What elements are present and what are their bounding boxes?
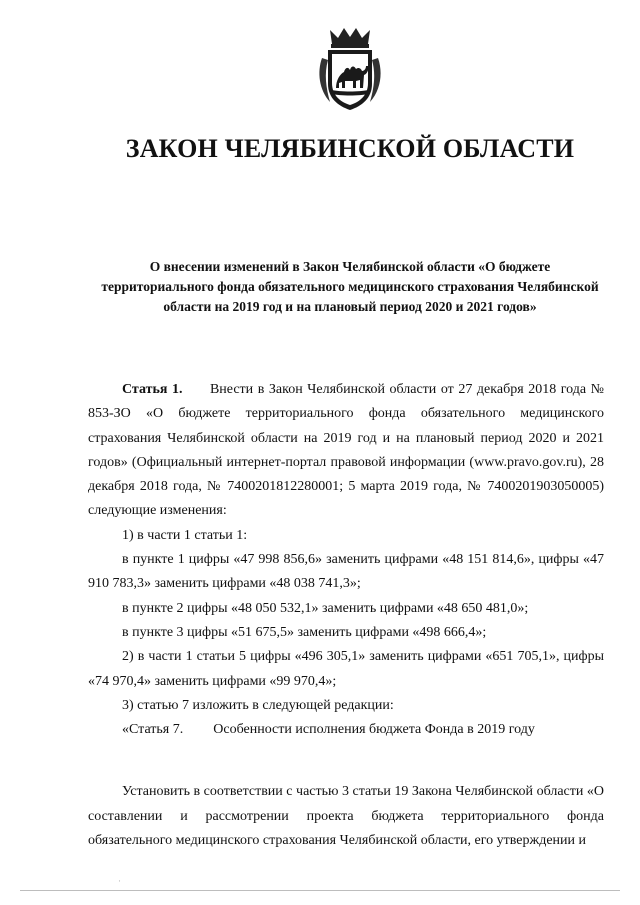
article-7-label: «Статья 7. xyxy=(122,722,184,738)
law-subtitle xyxy=(80,257,620,317)
paragraph-gap xyxy=(88,742,604,780)
article-7-heading-line xyxy=(88,718,604,742)
chelyabinsk-coat-of-arms-icon xyxy=(316,28,384,112)
amendment-item: 1) в части 1 статьи 1: xyxy=(122,527,248,543)
subtitle-line: области на 2019 год и на плановый период 2020 и 2021 годов» xyxy=(163,299,537,314)
amendment-item: в пункте 2 цифры «48 050 532,1» заменить цифрами «48 650 481,0»; xyxy=(122,600,529,616)
amendment-item: в пункте 3 цифры «51 675,5» заменить цифрами «498 666,4»; xyxy=(122,624,487,640)
article-7-heading: Особенности исполнения бюджета Фонда в 2019 году xyxy=(213,722,535,738)
law-title: ЗАКОН ЧЕЛЯБИНСКОЙ ОБЛАСТИ xyxy=(125,134,575,163)
amendment-item: в пункте 1 цифры «47 998 856,6» заменить цифрами «48 151 814,6», цифры «47 910 783,3» заменить цифрами «48 038 741,3»; xyxy=(88,552,604,592)
law-body xyxy=(88,378,604,853)
amendment-item: 3) статью 7 изложить в следующей редакции: xyxy=(122,697,394,713)
article-1-text: Внести в Закон Челябинской области от 27 декабря 2018 года № 853-ЗО «О бюджете территориального фонда обязательного медицинского страхования Челябинской области на 2019 год и на плановый период 2020 и 2021 годов» (Официальный интернет-портал правовой информации (www.pravo.gov.ru), 28 декабря 2018 года, № 7400201812280001; 5 марта 2019 года, № 7400201903050005) следующие изменения: xyxy=(88,382,605,519)
article-1-paragraph xyxy=(88,378,604,524)
subtitle-line: О внесении изменений в Закон Челябинской области «О бюджете xyxy=(149,259,551,274)
subtitle-line: территориального фонда обязательного медицинского страхования Челябинской xyxy=(101,279,599,294)
article-1-label: Статья 1. xyxy=(122,382,183,397)
scan-mark: · xyxy=(118,876,121,886)
closing-paragraph: Установить в соответствии с частью 3 статьи 19 Закона Челябинской области «О составлении и рассмотрении проекта бюджета территориального фонда обязательного медицинского страхования Челябинской области, его утверждении и xyxy=(88,784,604,849)
bottom-rule xyxy=(20,890,620,891)
amendment-item: 2) в части 1 статьи 5 цифры «496 305,1» заменить цифрами «651 705,1», цифры «74 970,4» заменить цифрами «99 970,4»; xyxy=(88,649,604,689)
